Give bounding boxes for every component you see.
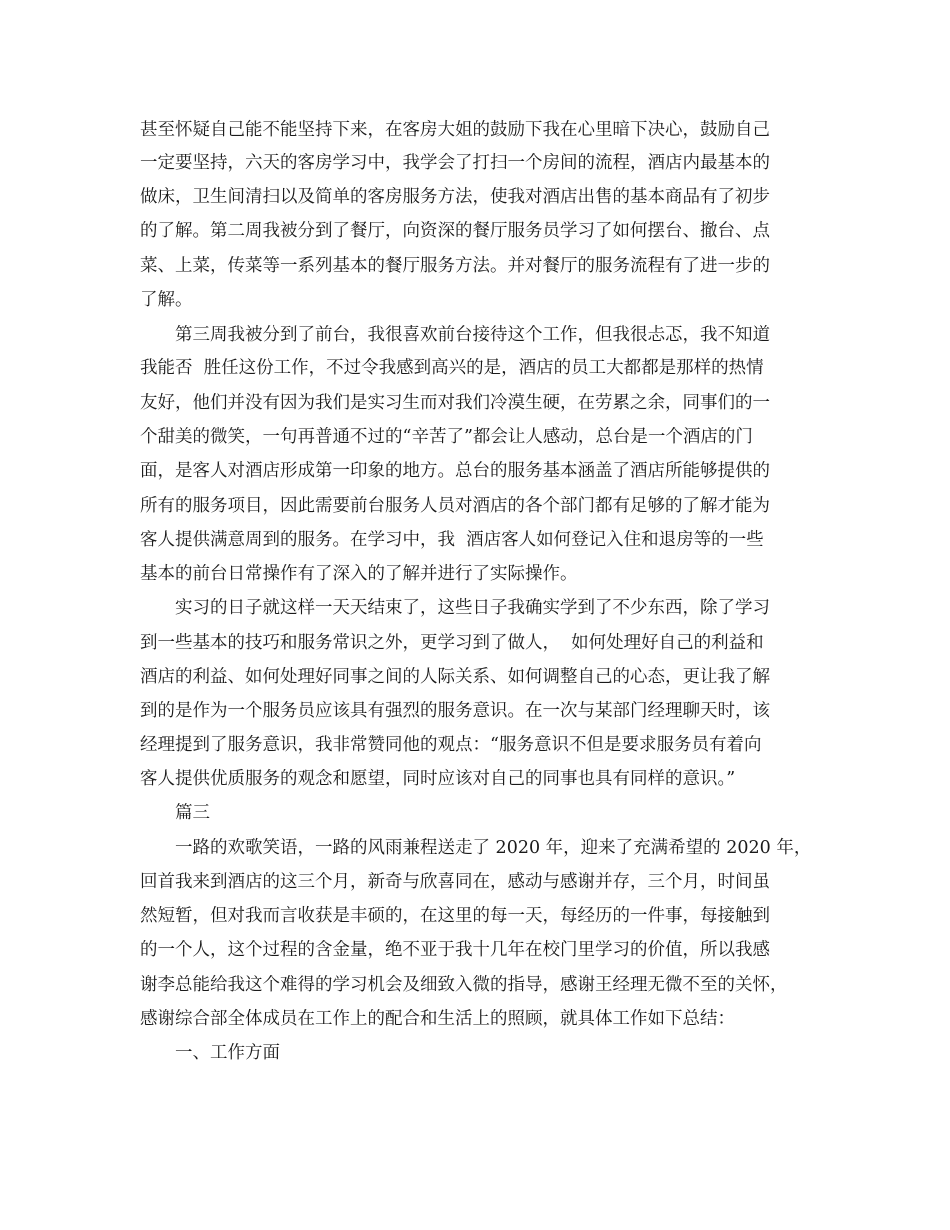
text-line: 到一些基本的技巧和服务常识之外，更学习到了做人， 如何处理好自己的利益和	[140, 633, 764, 653]
text-line: 然短暂，但对我而言收获是丰硕的，在这里的每一天，每经历的一件事，每接触到	[140, 906, 770, 926]
text-line: 菜、上菜，传菜等一系列基本的餐厅服务方法。并对餐厅的服务流程有了进一步的	[140, 256, 770, 276]
text-line: 酒店的利益、如何处理好同事之间的人际关系、如何调整自己的心态，更让我了解	[140, 667, 770, 687]
subsection-heading: 一、工作方面	[175, 1043, 280, 1063]
text-line: 一定要坚持，六天的客房学习中，我学会了打扫一个房间的流程，酒店内最基本的	[140, 153, 770, 173]
text-line: 客人提供优质服务的观念和愿望，同时应该对自己的同事也具有同样的意识。”	[140, 769, 736, 789]
text-line: 谢李总能给我这个难得的学习机会及细致入微的指导，感谢王经理无微不至的关怀，	[140, 975, 788, 995]
text-line: 甚至怀疑自己能不能坚持下来，在客房大姐的鼓励下我在心里暗下决心，鼓励自己	[140, 120, 770, 140]
text-line: 了解。	[140, 290, 193, 310]
text-line: 的一个人，这个过程的含金量，绝不亚于我十几年在校门里学习的价值，所以我感	[140, 940, 770, 960]
text-line: 经理提到了服务意识，我非常赞同他的观点：“服务意识不但是要求服务员有着向	[140, 735, 762, 755]
text-line: 做床，卫生间清扫以及简单的客房服务方法，使我对酒店出售的基本商品有了初步	[140, 187, 770, 207]
text-line: 面，是客人对酒店形成第一印象的地方。总台的服务基本涵盖了酒店所能够提供的	[140, 461, 770, 481]
text-line: 友好，他们并没有因为我们是实习生而对我们冷漠生硬，在劳累之余，同事们的一	[140, 393, 770, 413]
section-heading: 篇三	[175, 803, 210, 823]
text-line: 个甜美的微笑，一句再普通不过的“辛苦了”都会让人感动，总台是一个酒店的门	[140, 427, 753, 447]
paragraph-first-line: 实习的日子就这样一天天结束了，这些日子我确实学到了不少东西，除了学习	[175, 598, 770, 618]
text-line: 回首我来到酒店的这三个月，新奇与欣喜同在，感动与感谢并存，三个月，时间虽	[140, 872, 770, 892]
text-line: 感谢综合部全体成员在工作上的配合和生活上的照顾，就具体工作如下总结：	[140, 1009, 735, 1029]
paragraph-first-line: 第三周我被分到了前台，我很喜欢前台接待这个工作，但我很忐忑，我不知道	[175, 325, 770, 345]
text-line: 客人提供满意周到的服务。在学习中，我 酒店客人如何登记入住和退房等的一些	[140, 530, 764, 550]
text-line: 的了解。第二周我被分到了餐厅，向资深的餐厅服务员学习了如何摆台、撤台、点	[140, 221, 770, 241]
text-line: 我能否 胜任这份工作，不过令我感到高兴的是，酒店的员工大都都是那样的热情	[140, 358, 764, 378]
text-line: 到的是作为一个服务员应该具有强烈的服务意识。在一次与某部门经理聊天时，该	[140, 701, 770, 721]
text-line: 基本的前台日常操作有了深入的了解并进行了实际操作。	[140, 564, 578, 584]
text-line: 所有的服务项目，因此需要前台服务人员对酒店的各个部门都有足够的了解才能为	[140, 496, 770, 516]
paragraph-first-line: 一路的欢歌笑语，一路的风雨兼程送走了 2020 年，迎来了充满希望的 2020 年，	[175, 838, 812, 858]
